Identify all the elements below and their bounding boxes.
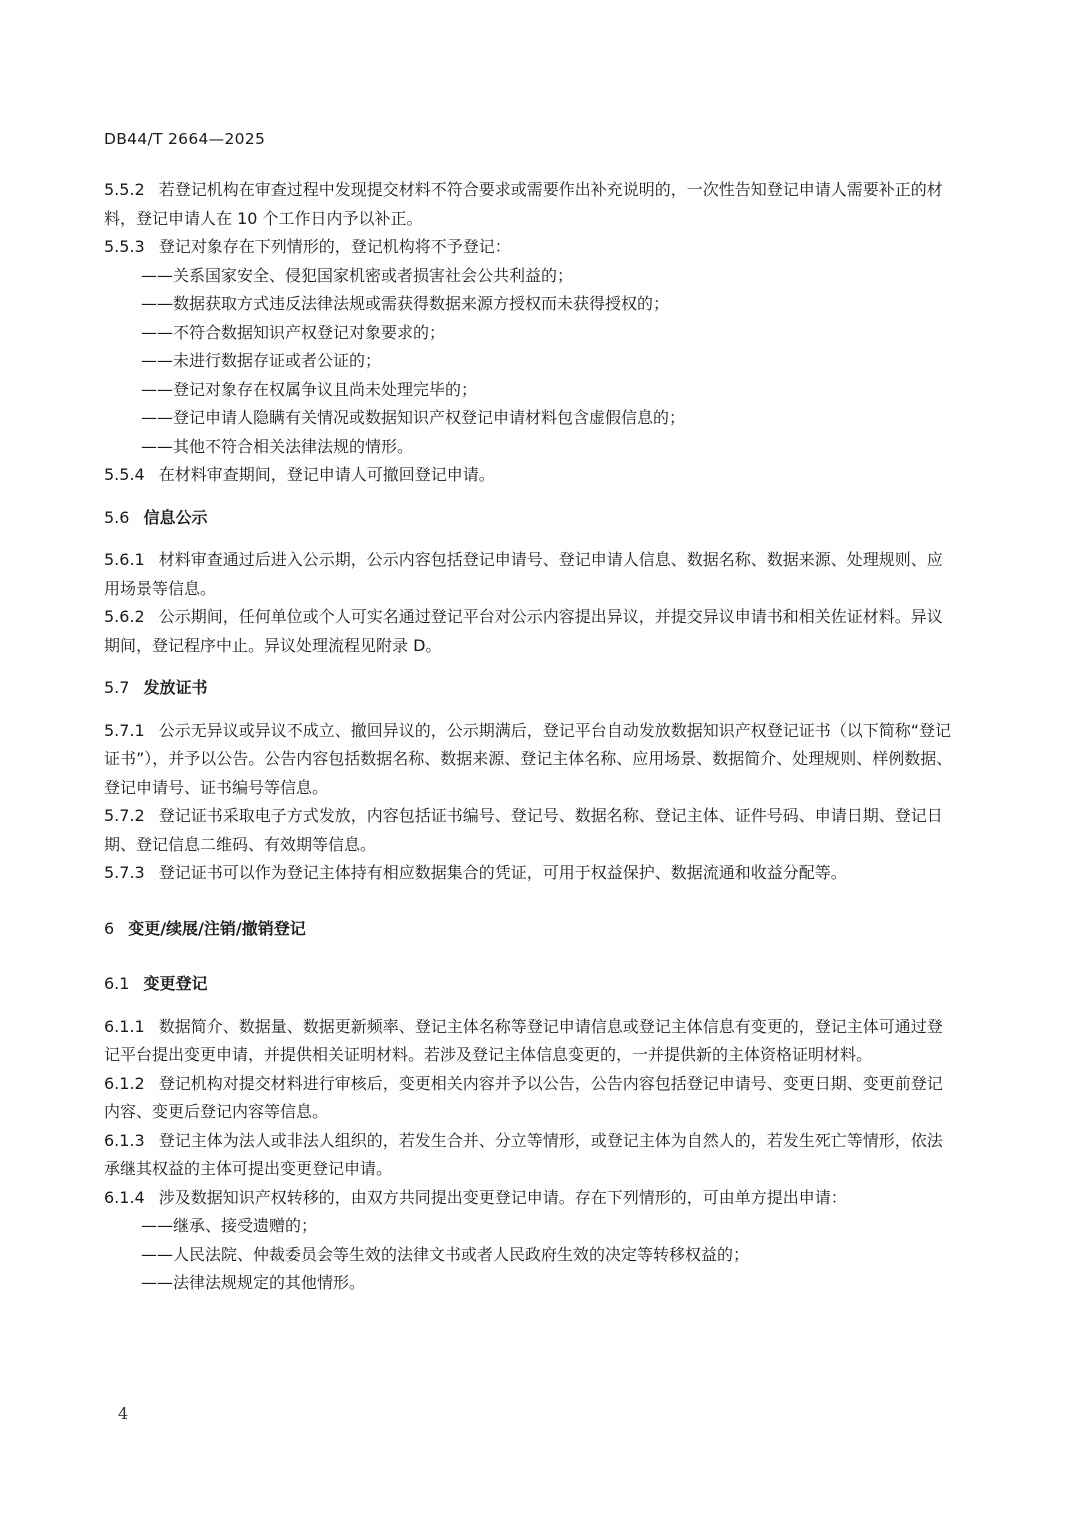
clause-text: 登记证书可以作为登记主体持有相应数据集合的凭证，可用于权益保护、数据流通和收益分配等。 — [158, 863, 847, 882]
list-item: ——关系国家安全、侵犯国家机密或者损害社会公共利益的； — [141, 265, 574, 285]
clause-text: 登记机构对提交材料进行审核后，变更相关内容并予以公告，公告内容包括登记申请号、变更日期、变更前登记内容、变更后登记内容等信息。 — [104, 1073, 943, 1121]
section-title: 变更登记 — [143, 974, 208, 993]
document-code: DB44/T 2664—2025 — [104, 130, 266, 148]
clause-text: 涉及数据知识产权转移的，由双方共同提出变更登记申请。存在下列情形的，可由单方提出申请： — [158, 1187, 847, 1207]
clause-number: 5.5.3 — [104, 237, 145, 256]
clause-number: 5.7.3 — [104, 863, 145, 882]
section-title: 发放证书 — [143, 678, 208, 697]
list-item: ——未进行数据存证或者公证的； — [141, 351, 382, 370]
clause-6-1-1 — [104, 1013, 954, 1070]
clause-text: 在材料审查期间，登记申请人可撤回登记申请。 — [158, 465, 495, 484]
section-heading-5-6 — [104, 504, 954, 533]
clause-text: 材料审查通过后进入公示期，公示内容包括登记申请号、登记申请人信息、数据名称、数据来源、处理规则、应用场景等信息。 — [104, 550, 943, 598]
clause-text: 数据简介、数据量、数据更新频率、登记主体名称等登记申请信息或登记主体信息有变更的，登记主体可通过登记平台提出变更申请，并提供相关证明材料。若涉及登记主体信息变更的，一并提供新的主体资格证明材料。 — [104, 1016, 943, 1064]
clause-number: 6.1.2 — [104, 1073, 145, 1093]
clause-5-5-2 — [104, 176, 954, 233]
clause-number: 6.1.4 — [104, 1187, 145, 1207]
clause-number: 5.6.2 — [104, 607, 145, 626]
clause-number: 5.7.1 — [104, 720, 145, 740]
section-heading-6-1 — [104, 970, 954, 999]
clause-number: 6.1.1 — [104, 1016, 145, 1036]
chapter-heading-6 — [104, 915, 954, 944]
document-body — [104, 176, 954, 1298]
clause-number: 5.7.2 — [104, 806, 145, 825]
clause-text: 若登记机构在审查过程中发现提交材料不符合要求或需要作出补充说明的，一次性告知登记申请人需要补正的材料，登记申请人在 10 个工作日内予以补正。 — [104, 180, 943, 228]
list-item: ——继承、接受遗赠的； — [141, 1216, 318, 1235]
section-number: 5.6 — [104, 507, 130, 527]
list-item: ——其他不符合相关法律法规的情形。 — [141, 436, 414, 456]
chapter-title: 变更/续展/注销/撤销登记 — [128, 918, 306, 938]
section-title: 信息公示 — [143, 507, 208, 527]
list-item: ——登记申请人隐瞒有关情况或数据知识产权登记申请材料包含虚假信息的； — [141, 408, 686, 427]
list-item: ——登记对象存在权属争议且尚未处理完毕的； — [141, 379, 478, 399]
clause-number: 5.6.1 — [104, 550, 145, 569]
clause-5-7-2 — [104, 802, 954, 859]
clause-5-6-1 — [104, 546, 954, 603]
clause-5-5-3 — [104, 233, 954, 262]
clause-text: 登记对象存在下列情形的，登记机构将不予登记： — [158, 237, 511, 256]
list-item: ——数据获取方式违反法律法规或需获得数据来源方授权而未获得授权的； — [141, 294, 670, 313]
clause-5-7-1 — [104, 717, 954, 803]
clause-number: 5.5.2 — [104, 180, 145, 199]
clause-number: 5.5.4 — [104, 465, 145, 484]
list-item: ——不符合数据知识产权登记对象要求的； — [141, 322, 446, 342]
page-number: 4 — [118, 1404, 129, 1423]
clause-5-6-2 — [104, 603, 954, 660]
clause-text: 登记证书采取电子方式发放，内容包括证书编号、登记号、数据名称、登记主体、证件号码、申请日期、登记日期、登记信息二维码、有效期等信息。 — [104, 806, 943, 854]
clause-6-1-3 — [104, 1127, 954, 1184]
list-item: ——法律法规规定的其他情形。 — [141, 1273, 366, 1292]
clause-6-1-2 — [104, 1070, 954, 1127]
clause-5-5-4 — [104, 461, 954, 490]
chapter-number: 6 — [104, 918, 115, 938]
clause-number: 6.1.3 — [104, 1130, 145, 1150]
list-item: ——人民法院、仲裁委员会等生效的法律文书或者人民政府生效的决定等转移权益的； — [141, 1244, 750, 1264]
clause-text: 公示期间，任何单位或个人可实名通过登记平台对公示内容提出异议，并提交异议申请书和相关佐证材料。异议期间，登记程序中止。异议处理流程见附录 D。 — [104, 607, 943, 655]
clause-text: 公示无异议或异议不成立、撤回异议的，公示期满后，登记平台自动发放数据知识产权登记证书（以下简称“登记证书”），并予以公告。公告内容包括数据名称、数据来源、登记主体名称、应用场景、数据简介、处理规则、样例数据、登记申请号、证书编号等信息。 — [104, 720, 953, 797]
clause-5-7-3 — [104, 859, 954, 888]
section-heading-5-7 — [104, 674, 954, 703]
section-number: 6.1 — [104, 974, 130, 993]
section-number: 5.7 — [104, 678, 130, 697]
clause-6-1-4 — [104, 1184, 954, 1213]
clause-text: 登记主体为法人或非法人组织的，若发生合并、分立等情形，或登记主体为自然人的，若发生死亡等情形，依法承继其权益的主体可提出变更登记申请。 — [104, 1130, 943, 1178]
